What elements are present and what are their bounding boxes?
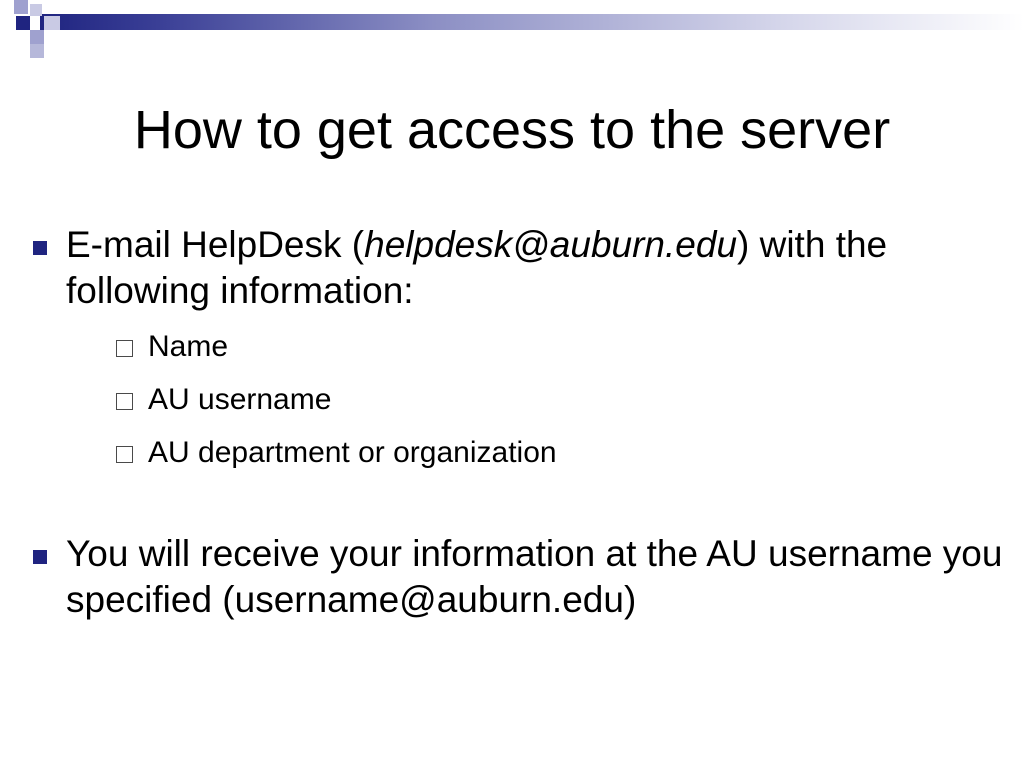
square-bullet-icon — [33, 550, 47, 564]
sub-item-department — [66, 426, 1010, 479]
bullet-text-lead: E-mail HelpDesk ( — [66, 224, 365, 265]
bullet-text: You will receive your information at the AU username you specified (username@auburn.edu) — [66, 533, 1003, 620]
bullet-text — [66, 224, 887, 311]
hollow-square-bullet-icon — [116, 340, 133, 357]
slide-title: How to get access to the server — [133, 100, 891, 160]
sub-item-label: AU department or organization — [148, 436, 557, 469]
bullet-item — [30, 531, 1010, 623]
decor-square — [44, 16, 60, 30]
sub-list — [66, 320, 1010, 479]
sub-item-au-username — [66, 373, 1010, 426]
slide-body — [30, 222, 1010, 623]
hollow-square-bullet-icon — [116, 393, 133, 410]
decor-square — [30, 44, 44, 58]
helpdesk-email: helpdesk@auburn.edu — [364, 224, 738, 265]
decor-square — [14, 0, 28, 14]
decor-square — [30, 4, 42, 16]
bullet-item — [30, 222, 1010, 479]
square-bullet-icon — [33, 241, 47, 255]
decor-square — [16, 16, 30, 30]
sub-item-label: Name — [148, 330, 229, 363]
header-gradient-band — [40, 14, 1024, 30]
hollow-square-bullet-icon — [116, 446, 133, 463]
bullet-text-trail: ) with the following information: — [66, 224, 888, 311]
decor-square — [30, 30, 44, 44]
sub-item-label: AU username — [148, 383, 332, 416]
sub-item-name — [66, 320, 1010, 373]
spacer — [30, 479, 1010, 531]
